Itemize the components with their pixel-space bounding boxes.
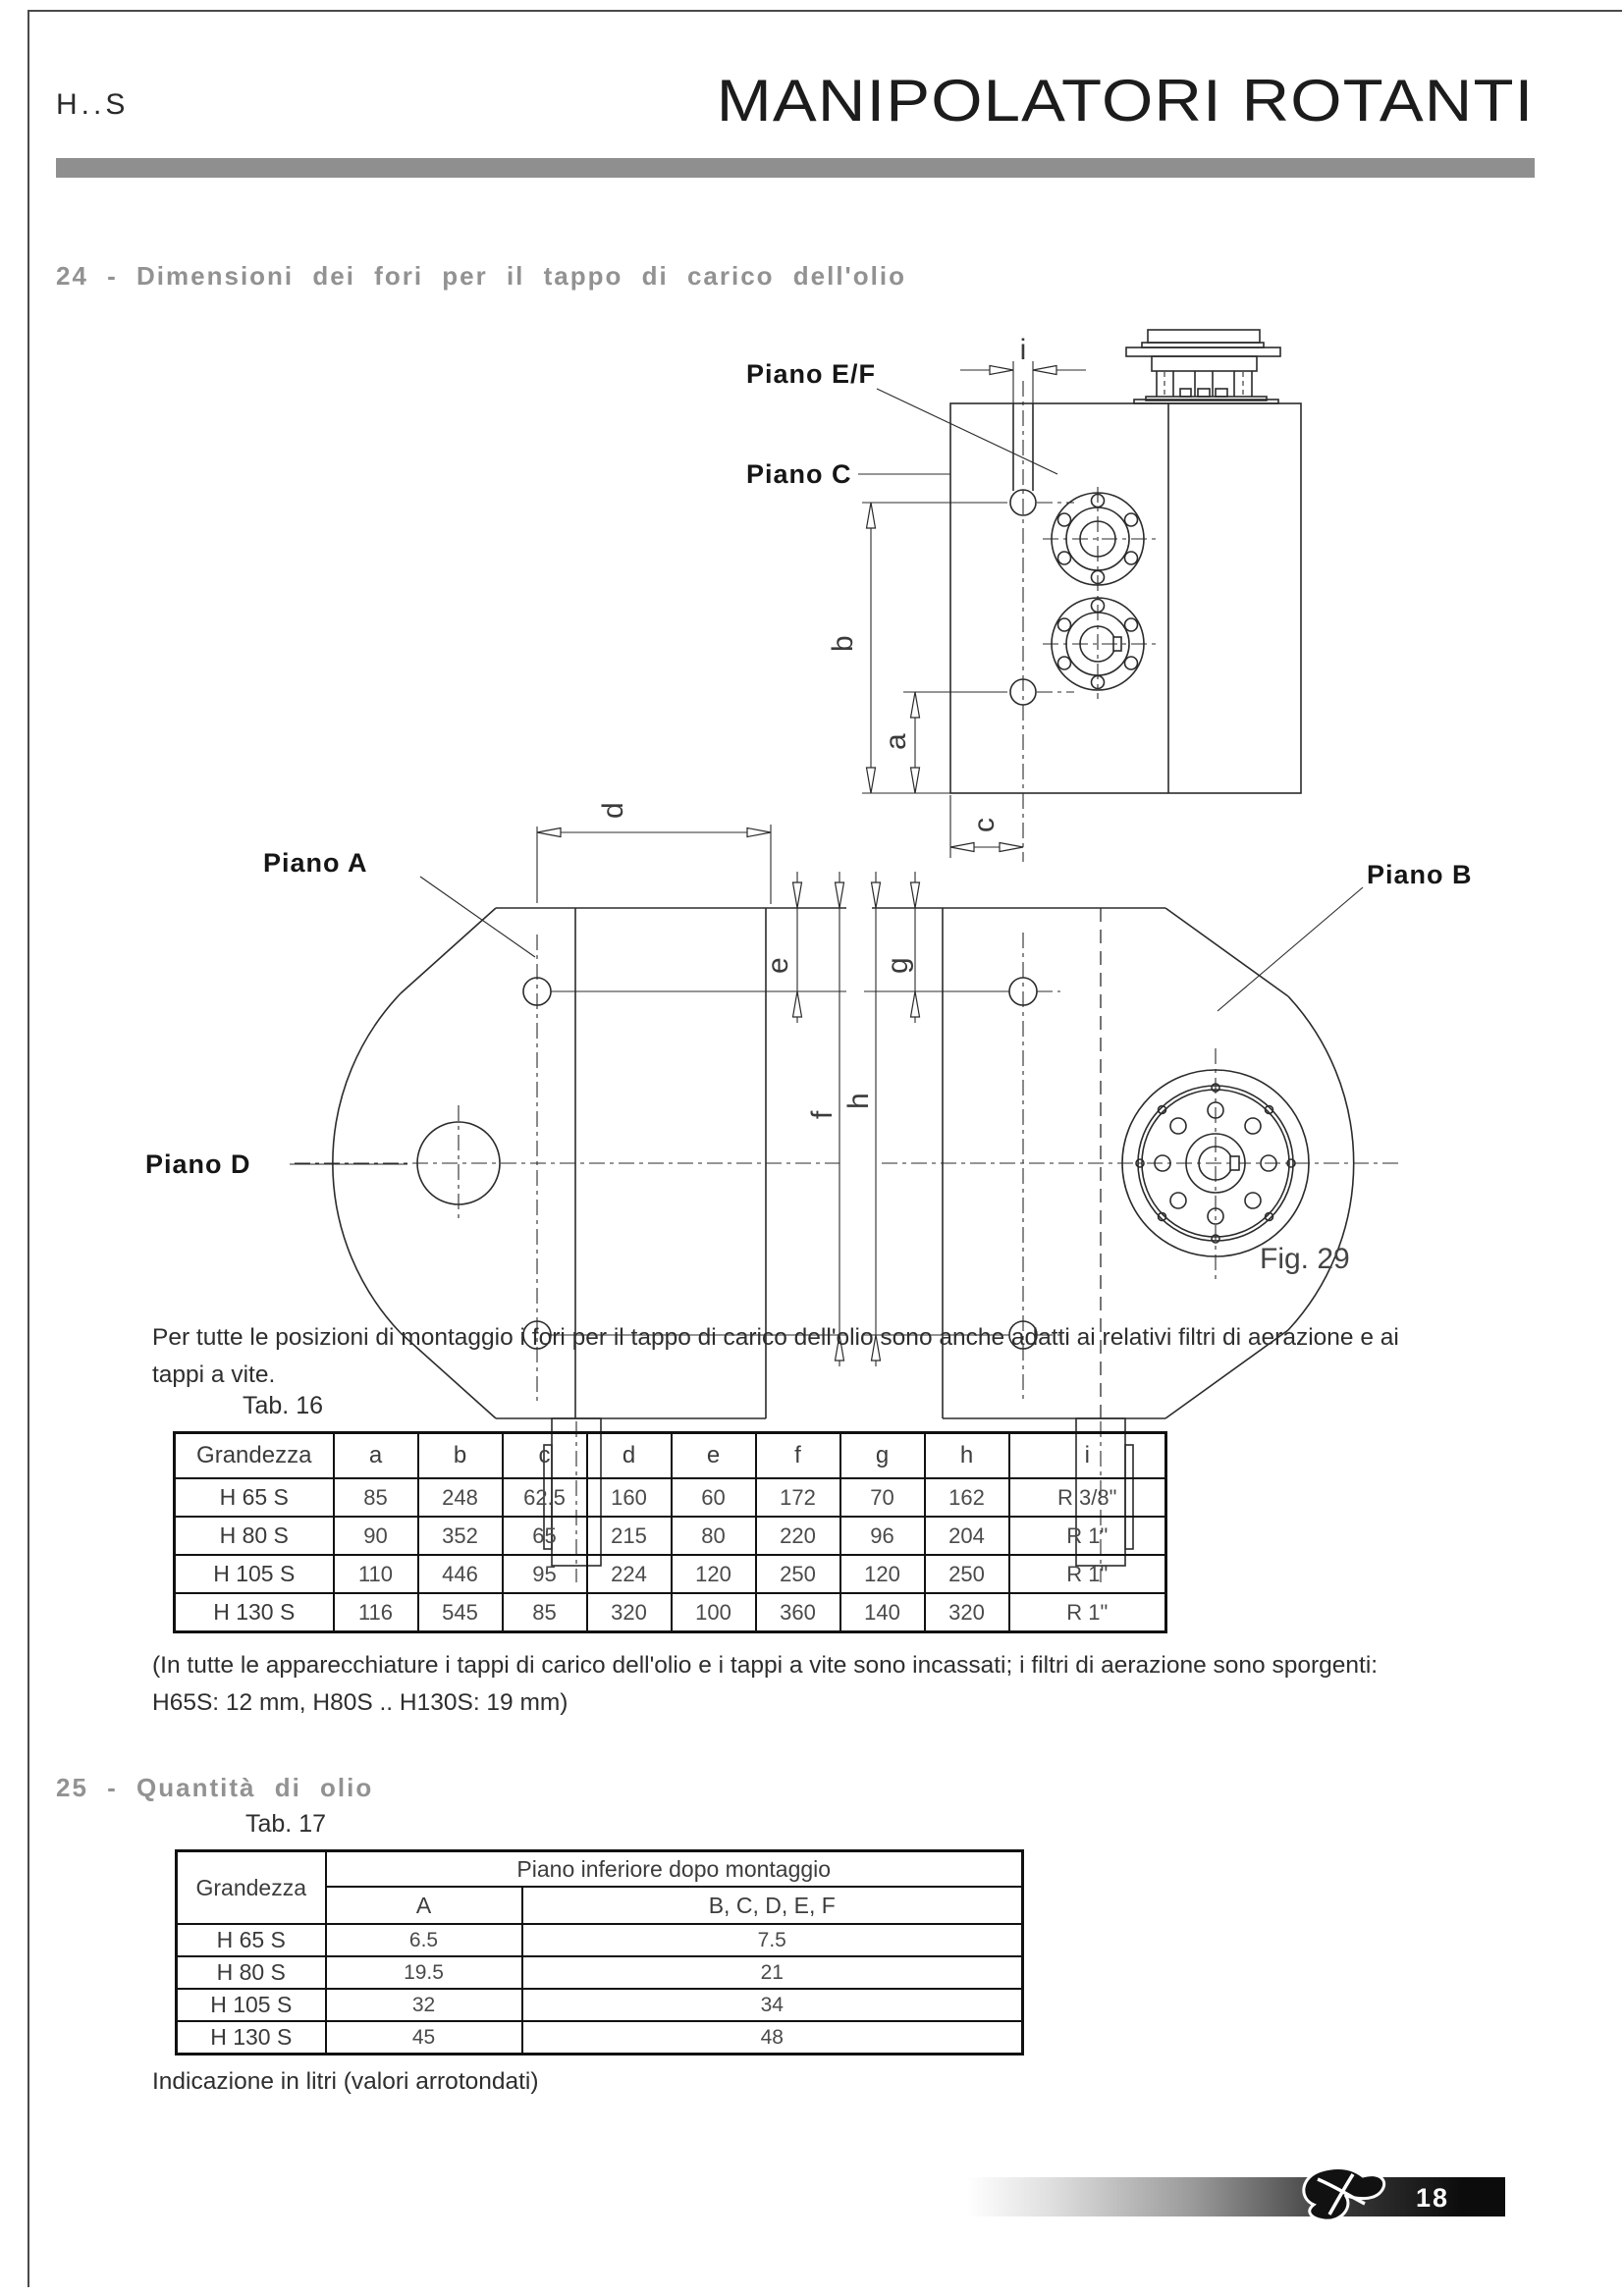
table-cell: 70	[840, 1478, 925, 1517]
dim-label-c: c	[968, 818, 1001, 832]
model-code: H..S	[56, 88, 130, 121]
table-cell: 352	[418, 1517, 503, 1555]
table-cell: 320	[925, 1593, 1009, 1632]
table-row	[177, 1924, 1023, 1956]
table-row-label: H 105 S	[177, 1989, 326, 2021]
table-header-cell: f	[756, 1433, 840, 1479]
page-border-left	[27, 10, 29, 2287]
table-cell: 48	[522, 2021, 1023, 2055]
table-row	[177, 1956, 1023, 1989]
table-row-label: H 80 S	[177, 1956, 326, 1989]
table-cell: 19.5	[326, 1956, 522, 1989]
table-cell: R 3/8"	[1009, 1478, 1166, 1517]
upper-view	[950, 330, 1301, 862]
label-piano-d: Piano D	[145, 1149, 251, 1179]
intro-paragraph: Per tutte le posizioni di montaggio i fori per il tappo di carico dell'olio sono anche adatti ai relativi filtri di aerazione e ai tappi a vite.	[152, 1324, 1399, 1388]
table17-span-header: Piano inferiore dopo montaggio	[326, 1851, 1023, 1888]
dim-label-h: h	[842, 1093, 875, 1109]
header-divider-bar	[56, 158, 1535, 178]
note-paragraph: (In tutte le apparecchiature i tappi di carico dell'olio e i tappi a vite sono incassati; i filtri di aerazione sono sporgenti: H65S: 12 mm, H80S .. H130S: 19 mm)	[152, 1652, 1379, 1716]
dimensions-table-tab16	[173, 1431, 1167, 1633]
dimension-c	[950, 795, 1023, 858]
dimension-g	[882, 872, 920, 1023]
table-cell: 320	[587, 1593, 672, 1632]
brand-knot-logo-icon	[1292, 2158, 1394, 2234]
figure-29-technical-drawing	[137, 324, 1542, 1585]
breather-filter-assembly	[1126, 330, 1280, 403]
tab17-label: Tab. 17	[245, 1810, 327, 1838]
table-row-label: H 65 S	[175, 1478, 334, 1517]
table-cell: 446	[418, 1555, 503, 1593]
dim-label-g: g	[882, 957, 914, 974]
table-cell: 90	[334, 1517, 418, 1555]
table-cell: 6.5	[326, 1924, 522, 1956]
dim-label-e: e	[762, 957, 794, 974]
table-cell: 95	[503, 1555, 587, 1593]
section-24-heading: 24 - Dimensioni dei fori per il tappo di carico dell'olio	[56, 261, 906, 291]
table-cell: 120	[840, 1555, 925, 1593]
table-cell: 34	[522, 1989, 1023, 2021]
oil-quantity-table-tab17	[175, 1849, 1024, 2056]
label-piano-a: Piano A	[263, 848, 368, 878]
dim-label-b: b	[827, 635, 859, 652]
table-row-label: H 105 S	[175, 1555, 334, 1593]
figure-caption: Fig. 29	[1260, 1243, 1350, 1275]
page-title: MANIPOLATORI ROTANTI	[716, 68, 1534, 133]
page-number: 18	[1416, 2183, 1450, 2213]
table-row-label: H 80 S	[175, 1517, 334, 1555]
dim-label-f: f	[806, 1110, 839, 1119]
table-cell: 220	[756, 1517, 840, 1555]
table-cell: 140	[840, 1593, 925, 1632]
table-cell: 45	[326, 2021, 522, 2055]
table-row	[175, 1593, 1166, 1632]
table-cell: 85	[334, 1478, 418, 1517]
table-row	[177, 1989, 1023, 2021]
table-cell: 60	[672, 1478, 756, 1517]
table-cell: R 1"	[1009, 1555, 1166, 1593]
table-row	[175, 1555, 1166, 1593]
dim-label-d: d	[597, 802, 629, 819]
table-cell: 120	[672, 1555, 756, 1593]
table-cell: 7.5	[522, 1924, 1023, 1956]
tab16-label: Tab. 16	[243, 1392, 324, 1419]
table-header-cell: e	[672, 1433, 756, 1479]
table-row	[175, 1517, 1166, 1555]
table-header-cell: h	[925, 1433, 1009, 1479]
table-cell: 250	[756, 1555, 840, 1593]
label-piano-c: Piano C	[746, 459, 852, 489]
table-cell: 224	[587, 1555, 672, 1593]
table-row-label: H 65 S	[177, 1924, 326, 1956]
table-cell: 96	[840, 1517, 925, 1555]
table-cell: 65	[503, 1517, 587, 1555]
label-piano-b: Piano B	[1367, 860, 1473, 889]
table-row	[177, 2021, 1023, 2055]
table-cell: 116	[334, 1593, 418, 1632]
table17-grandezza-header: Grandezza	[177, 1851, 326, 1925]
table-cell: 250	[925, 1555, 1009, 1593]
table-cell: 21	[522, 1956, 1023, 1989]
table-cell: 100	[672, 1593, 756, 1632]
dim-label-a: a	[880, 733, 912, 750]
label-piano-ef: Piano E/F	[746, 359, 877, 389]
table-header-cell: g	[840, 1433, 925, 1479]
table-header-cell: Grandezza	[175, 1433, 334, 1479]
table-header-cell: a	[334, 1433, 418, 1479]
upper-flange-port-2	[1043, 598, 1157, 690]
table-header-cell: d	[587, 1433, 672, 1479]
table-cell: 80	[672, 1517, 756, 1555]
table-cell: 62.5	[503, 1478, 587, 1517]
table-cell: 160	[587, 1478, 672, 1517]
table-cell: 204	[925, 1517, 1009, 1555]
table-cell: 248	[418, 1478, 503, 1517]
table-row-label: H 130 S	[177, 2021, 326, 2055]
section-25-heading: 25 - Quantità di olio	[56, 1773, 374, 1802]
table-header-cell: i	[1009, 1433, 1166, 1479]
table-cell: 172	[756, 1478, 840, 1517]
dimension-f	[806, 872, 844, 1366]
table17-subheader-bcdef: B, C, D, E, F	[522, 1887, 1023, 1924]
table-cell: 32	[326, 1989, 522, 2021]
dimension-h	[842, 872, 881, 1366]
table-cell: R 1"	[1009, 1593, 1166, 1632]
dimension-e	[762, 872, 802, 1023]
liters-note: Indicazione in litri (valori arrotondati)	[152, 2068, 539, 2095]
upper-flange-port-1	[1043, 493, 1157, 585]
dimension-a	[880, 692, 1007, 793]
table-header-cell: b	[418, 1433, 503, 1479]
table-cell: 215	[587, 1517, 672, 1555]
page-border-top	[27, 10, 1622, 12]
dimension-b	[827, 503, 1007, 793]
table-cell: R 1"	[1009, 1517, 1166, 1555]
table-row-label: H 130 S	[175, 1593, 334, 1632]
dim-label-i: i	[1019, 334, 1027, 366]
table16-header-row	[175, 1433, 1166, 1479]
table-cell: 110	[334, 1555, 418, 1593]
table-cell: 162	[925, 1478, 1009, 1517]
table-cell: 545	[418, 1593, 503, 1632]
dimension-d	[537, 802, 771, 904]
plane-labels	[145, 359, 1473, 1179]
table-cell: 85	[503, 1593, 587, 1632]
table17-subheader-a: A	[326, 1887, 522, 1924]
table-row	[175, 1478, 1166, 1517]
table-header-cell: c	[503, 1433, 587, 1479]
table-cell: 360	[756, 1593, 840, 1632]
table17-header-row-1	[177, 1851, 1023, 1888]
